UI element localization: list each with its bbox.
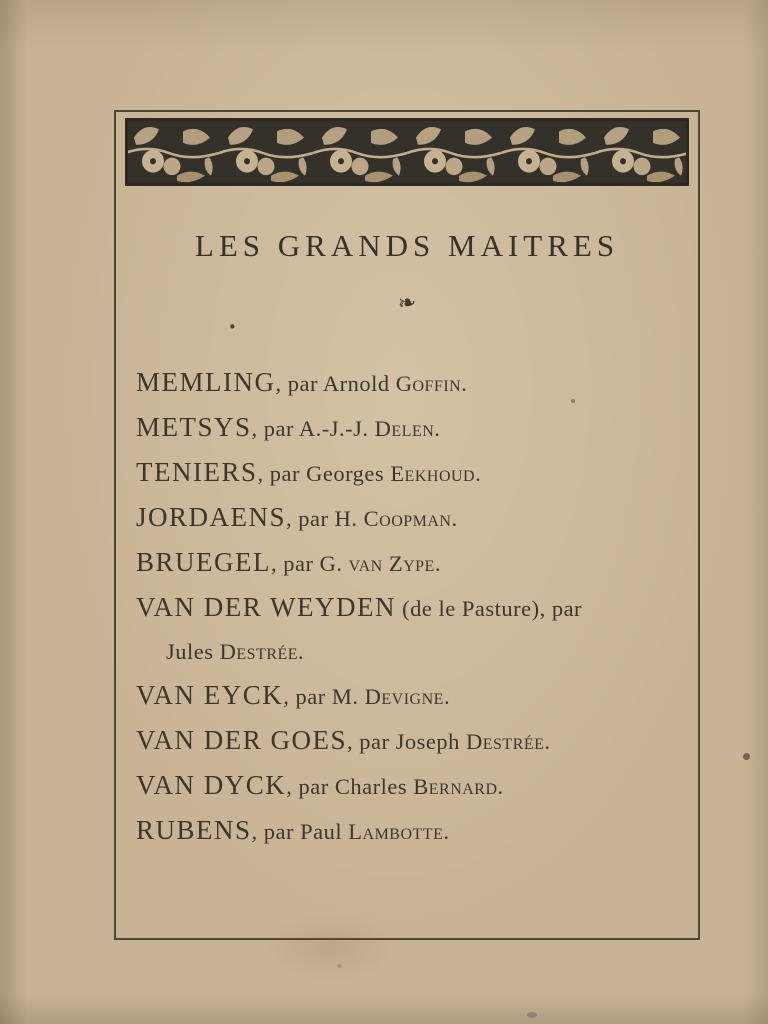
- list-item: VAN DYCK, par Charles Bernard.: [136, 770, 504, 800]
- list-item: VAN DER WEYDEN (de le Pasture), par Jules Destrée.: [136, 592, 583, 664]
- list-item: VAN DER GOES, par Joseph Destrée.: [136, 725, 551, 755]
- list-item: VAN EYCK, par M. Devigne.: [136, 680, 451, 710]
- list-item: BRUEGEL, par G. van Zype.: [136, 547, 441, 577]
- paper-speck: [527, 1012, 537, 1018]
- list-item: METSYS, par A.-J.-J. Delen.: [136, 412, 441, 442]
- list-item: JORDAENS, par H. Coopman.: [136, 502, 458, 532]
- page-border-frame: [114, 110, 700, 940]
- list-item: TENIERS, par Georges Eekhoud.: [136, 457, 482, 487]
- list-item: MEMLING, par Arnold Goffin.: [136, 367, 468, 397]
- fleuron-ornament-icon: ❧: [396, 288, 418, 317]
- fruit-frieze-icon: [125, 118, 689, 186]
- page-title: LES GRANDS MAITRES: [194, 228, 620, 263]
- book-list: [136, 362, 680, 855]
- paper-speck: [571, 399, 575, 403]
- paper-stain: [266, 912, 396, 982]
- printers-dot: ·: [228, 312, 237, 341]
- list-item: RUBENS, par Paul Lambotte.: [136, 815, 450, 845]
- paper-speck: [337, 964, 342, 968]
- woodcut-ornament-band: [125, 118, 689, 186]
- paper-speck: [743, 753, 750, 760]
